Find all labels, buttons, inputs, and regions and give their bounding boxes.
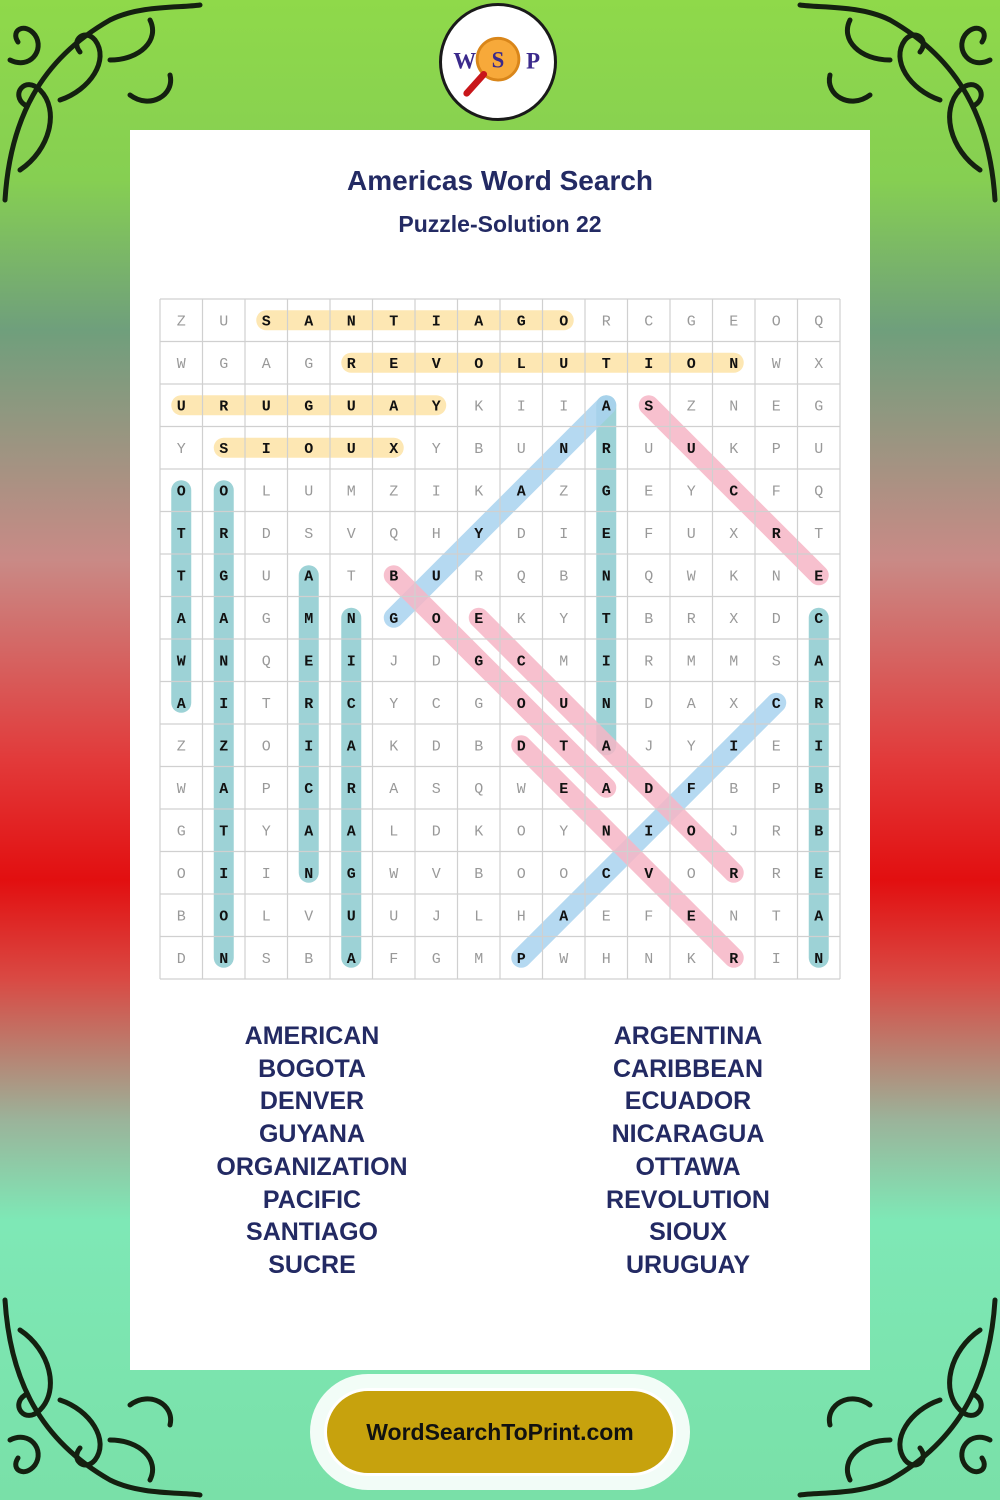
grid-cell-letter[interactable]: M xyxy=(474,950,484,968)
grid-cell-letter[interactable]: G xyxy=(261,610,271,628)
grid-cell-letter[interactable]: Y xyxy=(559,823,569,841)
grid-cell-letter[interactable]: O xyxy=(219,908,229,926)
grid-cell-letter[interactable]: S xyxy=(431,780,441,798)
grid-cell-letter[interactable]: D xyxy=(644,695,654,713)
grid-cell-letter[interactable]: U xyxy=(261,568,271,586)
grid-cell-letter[interactable]: W xyxy=(771,355,781,373)
grid-cell-letter[interactable]: O xyxy=(176,483,186,501)
grid-cell-letter[interactable]: O xyxy=(686,823,696,841)
grid-cell-letter[interactable]: V xyxy=(644,865,654,883)
grid-cell-letter[interactable]: Z xyxy=(686,398,696,416)
grid-cell-letter[interactable]: Z xyxy=(389,483,399,501)
grid-cell-letter[interactable]: G xyxy=(219,568,229,586)
grid-cell-letter[interactable]: W xyxy=(176,780,186,798)
grid-cell-letter[interactable]: S xyxy=(261,313,271,331)
grid-cell-letter[interactable]: A xyxy=(219,780,229,798)
grid-cell-letter[interactable]: C xyxy=(814,610,824,628)
grid-cell-letter[interactable]: P xyxy=(771,440,781,458)
grid-cell-letter[interactable]: U xyxy=(516,440,526,458)
grid-cell-letter[interactable]: D xyxy=(431,653,441,671)
grid-cell-letter[interactable]: C xyxy=(601,865,611,883)
grid-cell-letter[interactable]: N xyxy=(771,568,781,586)
grid-cell-letter[interactable]: T xyxy=(261,695,271,713)
grid-cell-letter[interactable]: X xyxy=(729,610,739,628)
grid-cell-letter[interactable]: R xyxy=(219,398,229,416)
grid-cell-letter[interactable]: Y xyxy=(559,610,569,628)
grid-cell-letter[interactable]: U xyxy=(686,440,696,458)
grid-cell-letter[interactable]: A xyxy=(304,313,314,331)
grid-cell-letter[interactable]: F xyxy=(644,525,654,543)
grid-cell-letter[interactable]: X xyxy=(389,440,399,458)
grid-cell-letter[interactable]: A xyxy=(389,398,399,416)
grid-cell-letter[interactable]: Z xyxy=(176,313,186,331)
grid-cell-letter[interactable]: A xyxy=(176,695,186,713)
logo-letter-s: S xyxy=(491,47,505,73)
grid-cell-letter[interactable]: I xyxy=(304,738,314,756)
grid-cell-letter[interactable]: W xyxy=(176,355,186,373)
page-subtitle: Puzzle-Solution 22 xyxy=(398,211,602,237)
grid-cell-letter[interactable]: P xyxy=(771,780,781,798)
grid-cell-letter[interactable]: I xyxy=(261,865,271,883)
grid-cell-letter[interactable]: E xyxy=(686,908,696,926)
grid-cell-letter[interactable]: E xyxy=(389,355,399,373)
grid-cell-letter[interactable]: I xyxy=(219,695,229,713)
grid-cell-letter[interactable]: O xyxy=(516,823,526,841)
grid-cell-letter[interactable]: L xyxy=(474,908,484,926)
grid-cell-letter[interactable]: T xyxy=(176,525,186,543)
grid-cell-letter[interactable]: Z xyxy=(219,738,229,756)
grid-cell-letter[interactable]: G xyxy=(474,653,484,671)
grid-cell-letter[interactable]: K xyxy=(474,823,484,841)
grid-cell-letter[interactable]: A xyxy=(814,653,824,671)
grid-cell-letter[interactable]: E xyxy=(601,908,611,926)
grid-cell-letter[interactable]: G xyxy=(304,398,314,416)
grid-cell-letter[interactable]: B xyxy=(474,738,484,756)
grid-cell-letter[interactable]: U xyxy=(346,908,356,926)
grid-cell-letter[interactable]: M xyxy=(686,653,696,671)
grid-cell-letter[interactable]: R xyxy=(814,695,824,713)
word-list-item: BOGOTA xyxy=(258,1054,366,1083)
grid-cell-letter[interactable]: R xyxy=(729,865,739,883)
grid-cell-letter[interactable]: M xyxy=(304,610,314,628)
grid-cell-letter[interactable]: R xyxy=(474,568,484,586)
grid-cell-letter[interactable]: K xyxy=(389,738,399,756)
grid-cell-letter[interactable]: B xyxy=(814,780,824,798)
word-list-item: SIOUX xyxy=(649,1218,727,1247)
grid-cell-letter[interactable]: T xyxy=(219,823,229,841)
grid-cell-letter[interactable]: G xyxy=(686,313,696,331)
grid-cell-letter[interactable]: J xyxy=(644,738,654,756)
grid-cell-letter[interactable]: I xyxy=(814,738,824,756)
grid-cell-letter[interactable]: C xyxy=(346,695,356,713)
grid-cell-letter[interactable]: Y xyxy=(176,440,186,458)
grid-cell-letter[interactable]: R xyxy=(686,610,696,628)
grid-cell-letter[interactable]: F xyxy=(686,780,696,798)
grid-cell-letter[interactable]: N xyxy=(601,695,611,713)
grid-cell-letter[interactable]: E xyxy=(559,780,569,798)
grid-cell-letter[interactable]: O xyxy=(431,610,441,628)
grid-cell-letter[interactable]: J xyxy=(729,823,739,841)
grid-cell-letter[interactable]: B xyxy=(474,865,484,883)
grid-cell-letter[interactable]: R xyxy=(346,355,356,373)
grid-cell-letter[interactable]: P xyxy=(516,950,526,968)
grid-cell-letter[interactable]: B xyxy=(176,908,186,926)
grid-cell-letter[interactable]: D xyxy=(516,525,526,543)
grid-cell-letter[interactable]: H xyxy=(516,908,526,926)
grid-cell-letter[interactable]: O xyxy=(176,865,186,883)
grid-cell-letter[interactable]: B xyxy=(729,780,739,798)
grid-cell-letter[interactable]: N xyxy=(219,653,229,671)
grid-cell-letter[interactable]: R xyxy=(729,950,739,968)
grid-cell-letter[interactable]: O xyxy=(686,355,696,373)
word-list-item: OTTAWA xyxy=(635,1152,741,1181)
grid-cell-letter[interactable]: C xyxy=(771,695,781,713)
grid-cell-letter[interactable]: F xyxy=(771,483,781,501)
word-list-right xyxy=(508,1020,868,1282)
grid-cell-letter[interactable]: O xyxy=(474,355,484,373)
grid-cell-letter[interactable]: I xyxy=(516,398,526,416)
grid-cell-letter[interactable]: U xyxy=(261,398,271,416)
grid-cell-letter[interactable]: N xyxy=(559,440,569,458)
grid-cell-letter[interactable]: V xyxy=(304,908,314,926)
grid-cell-letter[interactable]: N xyxy=(601,568,611,586)
grid-cell-letter[interactable]: Q xyxy=(261,653,271,671)
grid-cell-letter[interactable]: G xyxy=(474,695,484,713)
grid-cell-letter[interactable]: Y xyxy=(686,483,696,501)
word-list-item: NICARAGUA xyxy=(611,1120,765,1149)
grid-cell-letter[interactable]: N xyxy=(601,823,611,841)
grid-cell-letter[interactable]: N xyxy=(304,865,314,883)
grid-cell-letter[interactable]: X xyxy=(814,355,824,373)
grid-cell-letter[interactable]: C xyxy=(304,780,314,798)
grid-cell-letter[interactable]: C xyxy=(516,653,526,671)
grid-cell-letter[interactable]: I xyxy=(644,355,654,373)
grid-cell-letter[interactable]: A xyxy=(346,738,356,756)
grid-cell-letter[interactable]: M xyxy=(729,653,739,671)
grid-cell-letter[interactable]: V xyxy=(431,355,441,373)
grid-cell-letter[interactable]: A xyxy=(261,355,271,373)
grid-cell-letter[interactable]: A xyxy=(686,695,696,713)
word-list-left xyxy=(132,1020,492,1282)
word-list-item: PACIFIC xyxy=(262,1185,362,1214)
grid-cell-letter[interactable]: D xyxy=(771,610,781,628)
grid-cell-letter[interactable]: O xyxy=(516,865,526,883)
grid-cell-letter[interactable]: T xyxy=(814,525,824,543)
grid-cell-letter[interactable]: U xyxy=(644,440,654,458)
grid-cell-letter[interactable]: S xyxy=(644,398,654,416)
word-list-item: ORGANIZATION xyxy=(216,1152,408,1181)
grid-cell-letter[interactable]: O xyxy=(261,738,271,756)
grid-cell-letter[interactable]: O xyxy=(559,865,569,883)
grid-cell-letter[interactable]: I xyxy=(559,398,569,416)
grid-cell-letter[interactable]: G xyxy=(346,865,356,883)
grid-cell-letter[interactable]: W xyxy=(176,653,186,671)
word-list-item: SUCRE xyxy=(268,1250,356,1279)
grid-cell-letter[interactable]: S xyxy=(219,440,229,458)
grid-cell-letter[interactable]: A xyxy=(346,823,356,841)
grid-cell-letter[interactable]: O xyxy=(304,440,314,458)
grid-cell-letter[interactable]: R xyxy=(644,653,654,671)
grid-cell-letter[interactable]: O xyxy=(516,695,526,713)
grid-cell-letter[interactable]: U xyxy=(219,313,229,331)
grid-cell-letter[interactable]: I xyxy=(771,950,781,968)
grid-cell-letter[interactable]: D xyxy=(431,823,441,841)
grid-cell-letter[interactable]: W xyxy=(389,865,399,883)
grid-cell-letter[interactable]: A xyxy=(559,908,569,926)
grid-cell-letter[interactable]: R xyxy=(601,313,611,331)
website-link-label: WordSearchToPrint.com xyxy=(366,1418,634,1445)
grid-cell-letter[interactable]: K xyxy=(474,398,484,416)
grid-cell-letter[interactable]: Y xyxy=(261,823,271,841)
grid-cell-letter[interactable]: V xyxy=(431,865,441,883)
grid-cell-letter[interactable]: I xyxy=(644,823,654,841)
grid-cell-letter[interactable]: P xyxy=(261,780,271,798)
grid-cell-letter[interactable]: G xyxy=(516,313,526,331)
website-link-button[interactable] xyxy=(324,1388,676,1476)
grid-cell-letter[interactable]: A xyxy=(389,780,399,798)
grid-cell-letter[interactable]: R xyxy=(219,525,229,543)
grid-cell-letter[interactable]: Y xyxy=(389,695,399,713)
grid-cell-letter[interactable]: E xyxy=(474,610,484,628)
word-list-item: URUGUAY xyxy=(625,1250,751,1279)
grid-cell-letter[interactable]: I xyxy=(431,313,441,331)
grid-cell-letter[interactable]: I xyxy=(219,865,229,883)
grid-cell-letter[interactable]: U xyxy=(389,908,399,926)
grid-cell-letter[interactable]: O xyxy=(771,313,781,331)
grid-cell-letter[interactable]: I xyxy=(346,653,356,671)
grid-cell-letter[interactable]: J xyxy=(389,653,399,671)
grid-cell-letter[interactable]: X xyxy=(729,695,739,713)
word-list-item: AMERICAN xyxy=(244,1022,380,1050)
grid-cell-letter[interactable]: K xyxy=(686,950,696,968)
grid-cell-letter[interactable]: C xyxy=(431,695,441,713)
grid-cell-letter[interactable]: N xyxy=(729,908,739,926)
grid-cell-letter[interactable]: W xyxy=(686,568,696,586)
grid-cell-letter[interactable]: S xyxy=(771,653,781,671)
grid-cell-letter[interactable]: V xyxy=(346,525,356,543)
grid-cell-letter[interactable]: F xyxy=(644,908,654,926)
logo-letter-w: W xyxy=(453,48,477,74)
grid-cell-letter[interactable]: W xyxy=(516,780,526,798)
word-list-item: CARIBBEAN xyxy=(613,1054,763,1083)
grid-cell-letter[interactable]: N xyxy=(729,355,739,373)
grid-cell-letter[interactable]: B xyxy=(644,610,654,628)
grid-cell-letter[interactable]: Y xyxy=(686,738,696,756)
word-list-item: DENVER xyxy=(259,1087,365,1116)
grid-cell-letter[interactable]: L xyxy=(261,483,271,501)
grid-cell-letter[interactable]: L xyxy=(516,355,526,373)
grid-cell-letter[interactable]: U xyxy=(346,440,356,458)
grid-cell-letter[interactable]: R xyxy=(771,865,781,883)
word-list-item: ARGENTINA xyxy=(613,1022,763,1050)
grid-cell-letter[interactable]: R xyxy=(346,780,356,798)
grid-cell-letter[interactable]: I xyxy=(559,525,569,543)
grid-cell-letter[interactable]: N xyxy=(814,950,824,968)
grid-cell-letter[interactable]: J xyxy=(431,908,441,926)
grid-cell-letter[interactable]: E xyxy=(771,738,781,756)
grid-cell-letter[interactable]: U xyxy=(559,695,569,713)
grid-cell-letter[interactable]: A xyxy=(516,483,526,501)
grid-cell-letter[interactable]: L xyxy=(261,908,271,926)
grid-cell-letter[interactable]: I xyxy=(261,440,271,458)
grid-cell-letter[interactable]: Q xyxy=(474,780,484,798)
grid-cell-letter[interactable]: O xyxy=(686,865,696,883)
grid-cell-letter[interactable]: G xyxy=(219,355,229,373)
grid-cell-letter[interactable]: R xyxy=(771,823,781,841)
grid-cell-letter[interactable]: Y xyxy=(474,525,484,543)
grid-cell-letter[interactable]: B xyxy=(474,440,484,458)
grid-cell-letter[interactable]: T xyxy=(771,908,781,926)
grid-cell-letter[interactable]: S xyxy=(261,950,271,968)
grid-cell-letter[interactable]: D xyxy=(176,950,186,968)
word-list-item: ECUADOR xyxy=(624,1087,752,1116)
grid-cell-letter[interactable]: M xyxy=(559,653,569,671)
grid-cell-letter[interactable]: Y xyxy=(431,398,441,416)
grid-cell-letter[interactable]: Z xyxy=(559,483,569,501)
grid-cell-letter[interactable]: D xyxy=(516,738,526,756)
grid-cell-letter[interactable]: K xyxy=(729,440,739,458)
grid-cell-letter[interactable]: A xyxy=(176,610,186,628)
grid-cell-letter[interactable]: E xyxy=(729,313,739,331)
grid-cell-letter[interactable]: O xyxy=(219,483,229,501)
grid-cell-letter[interactable]: N xyxy=(346,313,356,331)
grid-cell-letter[interactable]: A xyxy=(601,398,611,416)
logo-letter-p: P xyxy=(526,48,541,74)
grid-cell-letter[interactable]: E xyxy=(601,525,611,543)
grid-cell-letter[interactable]: U xyxy=(304,483,314,501)
grid-cell-letter[interactable]: G xyxy=(601,483,611,501)
grid-cell-letter[interactable]: E xyxy=(771,398,781,416)
grid-cell-letter[interactable]: C xyxy=(644,313,654,331)
grid-cell-letter[interactable]: F xyxy=(389,950,399,968)
grid-cell-letter[interactable]: Y xyxy=(431,440,441,458)
grid-cell-letter[interactable]: D xyxy=(431,738,441,756)
grid-cell-letter[interactable]: C xyxy=(729,483,739,501)
grid-cell-letter[interactable]: A xyxy=(304,568,314,586)
grid-cell-letter[interactable]: B xyxy=(304,950,314,968)
grid-cell-letter[interactable]: A xyxy=(346,950,356,968)
grid-cell-letter[interactable]: T xyxy=(176,568,186,586)
grid-cell-letter[interactable]: B xyxy=(814,823,824,841)
grid-cell-letter[interactable]: U xyxy=(176,398,186,416)
grid-cell-letter[interactable]: G xyxy=(814,398,824,416)
grid-cell-letter[interactable]: Q xyxy=(516,568,526,586)
grid-cell-letter[interactable]: S xyxy=(304,525,314,543)
grid-cell-letter[interactable]: U xyxy=(431,568,441,586)
grid-cell-letter[interactable]: X xyxy=(729,525,739,543)
grid-cell-letter[interactable]: M xyxy=(346,483,356,501)
grid-cell-letter[interactable]: H xyxy=(431,525,441,543)
grid-cell-letter[interactable]: T xyxy=(389,313,399,331)
grid-cell-letter[interactable]: N xyxy=(346,610,356,628)
grid-cell-letter[interactable]: B xyxy=(559,568,569,586)
grid-cell-letter[interactable]: Q xyxy=(389,525,399,543)
grid-cell-letter[interactable]: D xyxy=(644,780,654,798)
grid-cell-letter[interactable]: O xyxy=(559,313,569,331)
grid-cell-letter[interactable]: A xyxy=(601,738,611,756)
grid-cell-letter[interactable]: G xyxy=(389,610,399,628)
grid-cell-letter[interactable]: E xyxy=(814,568,824,586)
grid-cell-letter[interactable]: B xyxy=(389,568,399,586)
grid-cell-letter[interactable]: E xyxy=(304,653,314,671)
grid-cell-letter[interactable]: H xyxy=(601,950,611,968)
grid-cell-letter[interactable]: T xyxy=(601,610,611,628)
grid-cell-letter[interactable]: A xyxy=(474,313,484,331)
grid-cell-letter[interactable]: D xyxy=(261,525,271,543)
grid-cell-letter[interactable]: Q xyxy=(814,313,824,331)
grid-cell-letter[interactable]: R xyxy=(304,695,314,713)
grid-cell-letter[interactable]: I xyxy=(729,738,739,756)
grid-cell-letter[interactable]: I xyxy=(601,653,611,671)
grid-cell-letter[interactable]: U xyxy=(814,440,824,458)
word-list-item: GUYANA xyxy=(258,1120,366,1149)
grid-cell-letter[interactable]: T xyxy=(601,355,611,373)
grid-cell-letter[interactable]: Z xyxy=(176,738,186,756)
grid-cell-letter[interactable]: N xyxy=(219,950,229,968)
page-title: Americas Word Search xyxy=(346,165,654,196)
grid-cell-letter[interactable]: T xyxy=(346,568,356,586)
grid-cell-letter[interactable]: K xyxy=(729,568,739,586)
grid-cell-letter[interactable]: A xyxy=(814,908,824,926)
grid-cell-letter[interactable]: U xyxy=(686,525,696,543)
grid-cell-letter[interactable]: N xyxy=(729,398,739,416)
grid-cell-letter[interactable]: R xyxy=(601,440,611,458)
grid-cell-letter[interactable]: U xyxy=(346,398,356,416)
grid-cell-letter[interactable]: E xyxy=(814,865,824,883)
grid-cell-letter[interactable]: E xyxy=(644,483,654,501)
grid-cell-letter[interactable]: Q xyxy=(644,568,654,586)
grid-cell-letter[interactable]: K xyxy=(474,483,484,501)
grid-cell-letter[interactable]: T xyxy=(559,738,569,756)
grid-cell-letter[interactable]: L xyxy=(389,823,399,841)
grid-cell-letter[interactable]: G xyxy=(176,823,186,841)
word-list-item: SANTIAGO xyxy=(246,1218,378,1247)
grid-cell-letter[interactable]: K xyxy=(516,610,526,628)
grid-cell-letter[interactable]: I xyxy=(431,483,441,501)
grid-cell-letter[interactable]: G xyxy=(304,355,314,373)
grid-cell-letter[interactable]: A xyxy=(304,823,314,841)
grid-cell-letter[interactable]: U xyxy=(559,355,569,373)
word-list-item: REVOLUTION xyxy=(606,1185,770,1214)
grid-cell-letter[interactable]: N xyxy=(644,950,654,968)
grid-cell-letter[interactable]: A xyxy=(219,610,229,628)
grid-cell-letter[interactable]: G xyxy=(431,950,441,968)
grid-cell-letter[interactable]: W xyxy=(559,950,569,968)
grid-cell-letter[interactable]: R xyxy=(771,525,781,543)
grid-cell-letter[interactable]: Q xyxy=(814,483,824,501)
grid-cell-letter[interactable]: A xyxy=(601,780,611,798)
